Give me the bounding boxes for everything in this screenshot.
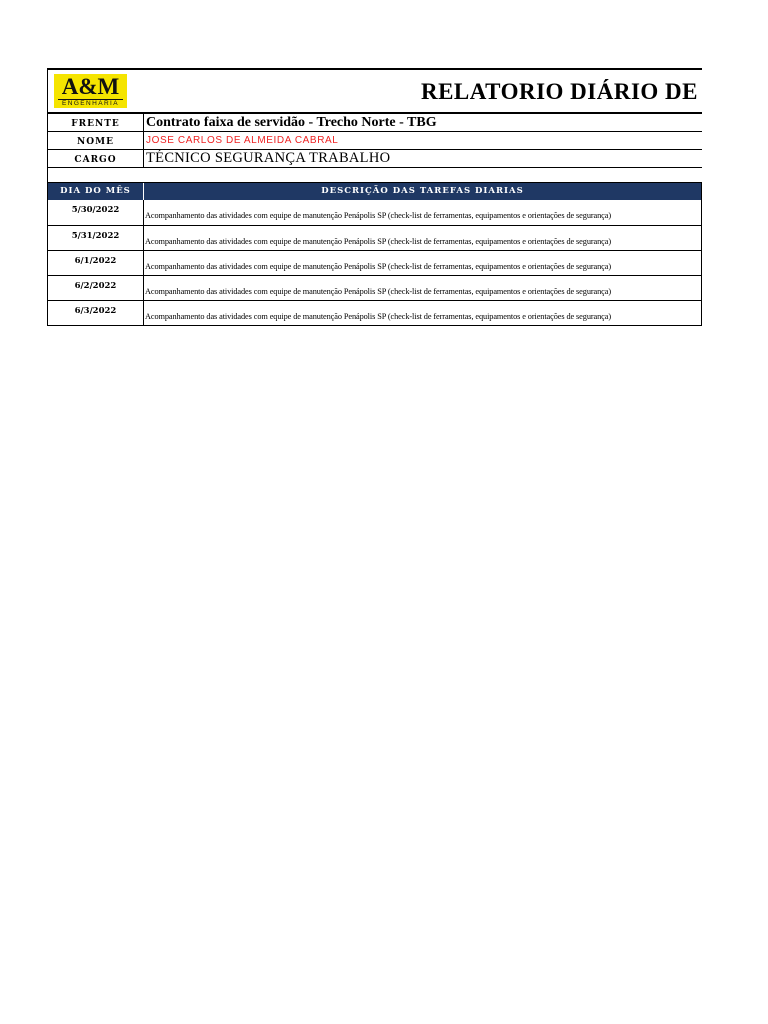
table-row — [48, 200, 701, 225]
description-column-header: DESCRIÇÃO DAS TAREFAS DIARIAS — [321, 186, 524, 196]
row-date: 5/30/2022 — [48, 200, 144, 225]
tasks-table-body — [48, 200, 701, 325]
logo-main-text: A&M — [61, 74, 120, 99]
row-date: 6/3/2022 — [48, 301, 144, 325]
company-logo — [54, 74, 127, 108]
report-header — [47, 68, 702, 114]
row-description: Acompanhamento das atividades com equipe de manutenção Penápolis SP (check-list de ferramentas, equipamentos e orientações de segurança) — [145, 237, 611, 246]
row-description: Acompanhamento das atividades com equipe de manutenção Penápolis SP (check-list de ferramentas, equipamentos e orientações de segurança) — [145, 312, 611, 321]
row-date: 6/2/2022 — [48, 276, 144, 300]
cargo-label: CARGO — [48, 150, 144, 167]
row-date: 5/31/2022 — [48, 226, 144, 250]
row-description: Acompanhamento das atividades com equipe de manutenção Penápolis SP (check-list de ferramentas, equipamentos e orientações de segurança) — [145, 211, 611, 220]
spacer-row — [47, 168, 702, 183]
table-row — [48, 225, 701, 250]
table-row — [48, 300, 701, 325]
frente-label: FRENTE — [48, 114, 144, 131]
logo-sub-text: ENGENHARIA — [58, 99, 123, 108]
nome-label: NOME — [48, 132, 144, 149]
tasks-table-header — [48, 183, 701, 200]
nome-value: JOSE CARLOS DE ALMEIDA CABRAL — [146, 135, 339, 146]
info-row-cargo — [47, 150, 702, 168]
report-title: RELATORIO DIÁRIO DE — [420, 79, 698, 104]
date-column-header: DIA DO MÊS — [48, 183, 144, 200]
frente-value: Contrato faixa de servidão - Trecho Norte - TBG — [146, 115, 437, 130]
table-row — [48, 250, 701, 275]
cargo-value: TÉCNICO SEGURANÇA TRABALHO — [146, 150, 391, 166]
report-sheet — [47, 68, 702, 326]
row-description: Acompanhamento das atividades com equipe de manutenção Penápolis SP (check-list de ferramentas, equipamentos e orientações de segurança) — [145, 287, 611, 296]
row-date: 6/1/2022 — [48, 251, 144, 275]
tasks-table — [47, 183, 702, 326]
row-description: Acompanhamento das atividades com equipe de manutenção Penápolis SP (check-list de ferramentas, equipamentos e orientações de segurança) — [145, 262, 611, 271]
info-row-nome — [47, 132, 702, 150]
info-row-frente — [47, 114, 702, 132]
table-row — [48, 275, 701, 300]
